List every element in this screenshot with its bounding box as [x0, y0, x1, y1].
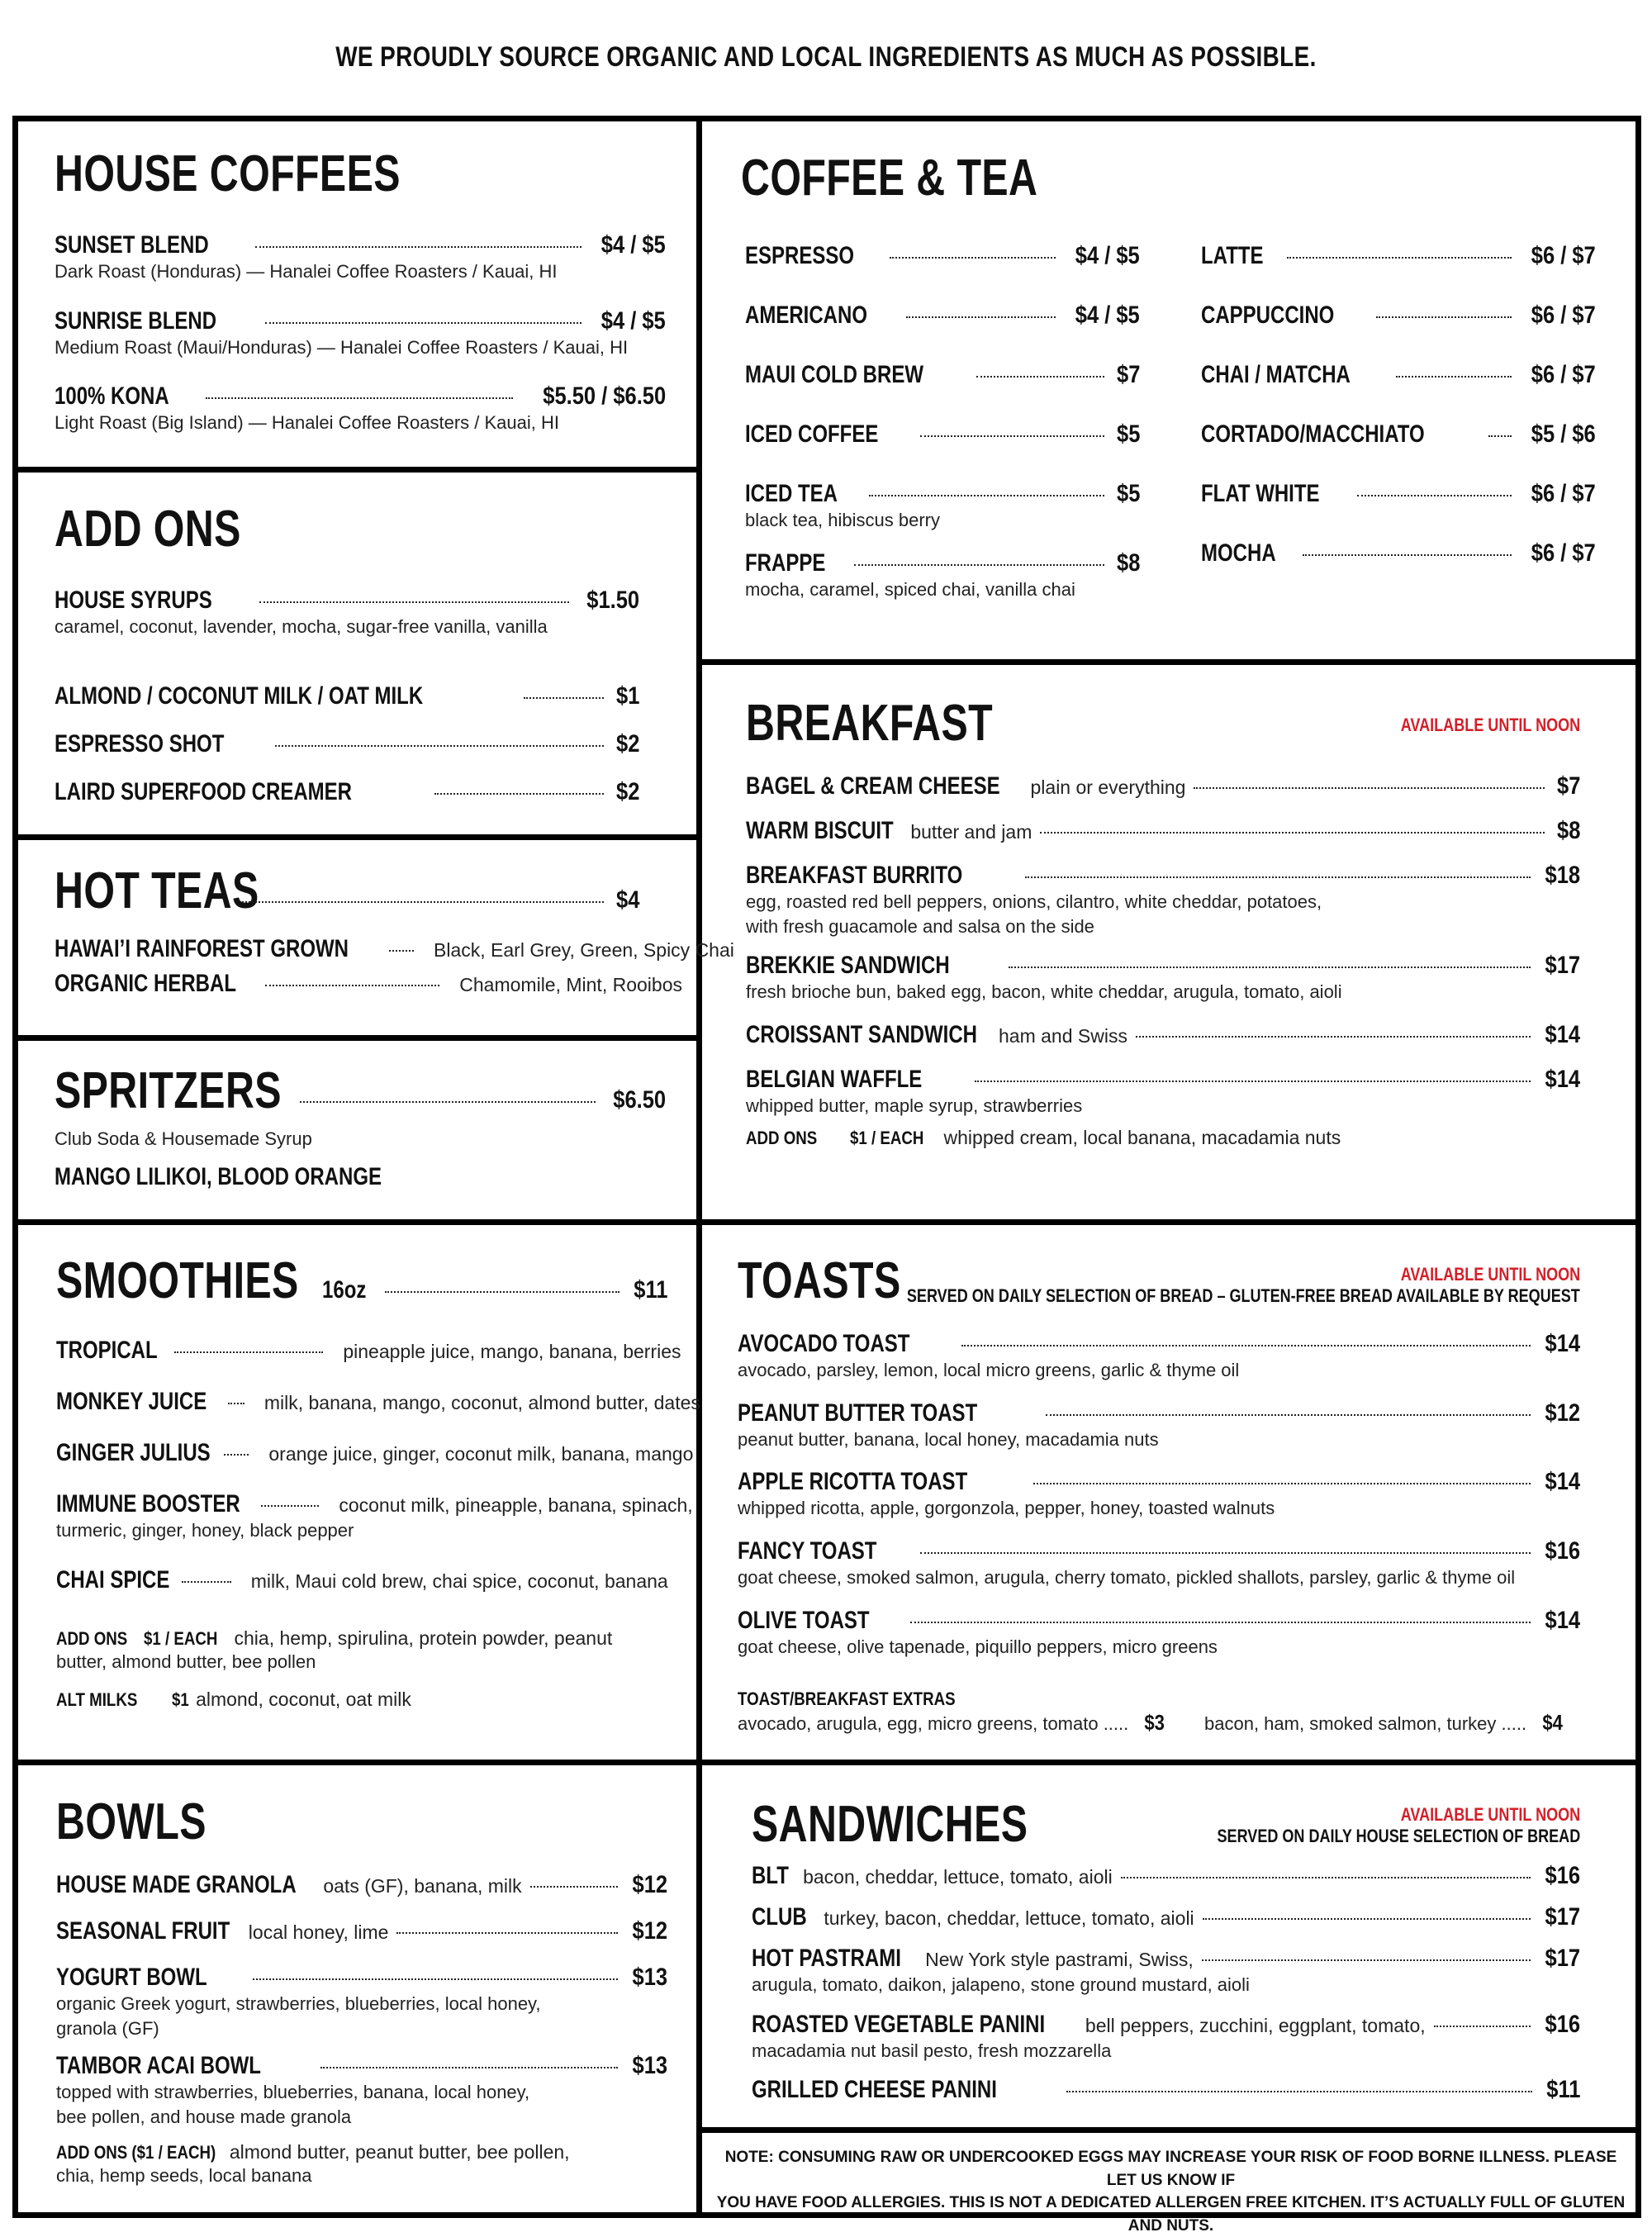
item-description: egg, roasted red bell peppers, onions, cilantro, white cheddar, potatoes,	[746, 891, 1322, 912]
leader-dots	[255, 246, 582, 248]
leader-dots	[1376, 316, 1512, 318]
extras-price: $4	[1541, 1710, 1563, 1736]
menu-item	[1201, 242, 1596, 270]
item-name: BELGIAN WAFFLE	[746, 1066, 923, 1094]
divider-right-2	[696, 1219, 1641, 1225]
alt-milks-label: ALT MILKS	[56, 1689, 138, 1711]
leader-dots	[434, 793, 604, 795]
divider-left-1	[12, 467, 698, 473]
section-title: SMOOTHIES	[56, 1252, 299, 1309]
menu-item	[738, 1537, 1580, 1565]
item-name: ORGANIC HERBAL	[55, 970, 236, 997]
leader-dots	[890, 257, 1056, 259]
leader-dots	[265, 985, 439, 986]
divider-left-3	[12, 1035, 698, 1041]
item-detail: plain or everything	[1030, 777, 1186, 798]
menu-item	[55, 587, 639, 615]
item-name: FLAT WHITE	[1201, 480, 1320, 507]
item-price: $14	[1545, 1066, 1580, 1094]
item-price: $16	[1545, 2010, 1580, 2038]
item-price: $12	[632, 1917, 667, 1945]
item-detail: milk, Maui cold brew, chai spice, coconut, banana	[250, 1570, 668, 1592]
item-name: IMMUNE BOOSTER	[56, 1490, 240, 1517]
breakfast-section	[746, 695, 1580, 1210]
menu-item	[745, 420, 1140, 449]
item-description: whipped butter, maple syrup, strawberries	[746, 1095, 1083, 1117]
item-description: with fresh guacamole and salsa on the side	[746, 915, 1094, 937]
item-name: BAGEL & CREAM CHEESE	[746, 772, 1000, 800]
add-ons-section	[55, 501, 639, 826]
menu-item	[55, 682, 639, 710]
item-name: ESPRESSO	[745, 242, 855, 269]
item-name: LAIRD SUPERFOOD CREAMER	[55, 777, 353, 805]
item-detail: coconut milk, pineapple, banana, spinach,	[339, 1494, 693, 1516]
item-detail: butter and jam	[910, 821, 1032, 843]
smoothie-size: 16oz	[321, 1276, 366, 1304]
item-description: goat cheese, smoked salmon, arugula, cherry tomato, pickled shallots, parsley, garlic & thyme oil	[738, 1567, 1516, 1589]
item-name: HAWAI’I RAINFOREST GROWN	[55, 935, 349, 962]
leader-dots	[206, 397, 512, 399]
leader-dots	[228, 1403, 244, 1404]
note-line-2: YOU HAVE FOOD ALLERGIES. THIS IS NOT A DEDICATED ALLERGEN FREE KITCHEN. IT’S ACTUALLY FULL OF GLUTEN AND NUTS.	[716, 2194, 1626, 2235]
availability-note: AVAILABLE UNTIL NOON	[1400, 1804, 1580, 1825]
item-detail: orange juice, ginger, coconut milk, banana, mango	[268, 1443, 694, 1465]
coffee-tea-left-column	[745, 242, 1140, 601]
item-name: CAPPUCCINO	[1201, 302, 1335, 329]
item-name: MAUI COLD BREW	[745, 361, 923, 388]
item-detail: bacon, cheddar, lettuce, tomato, aioli	[803, 1866, 1113, 1888]
item-name: BLT	[752, 1862, 789, 1889]
item-detail: turkey, bacon, cheddar, lettuce, tomato, aioli	[824, 1907, 1194, 1929]
item-price: $4 / $5	[1075, 242, 1140, 269]
item-name: BREAKFAST BURRITO	[746, 862, 963, 889]
item-price: $12	[1545, 1399, 1580, 1427]
spritzers-section	[55, 1062, 666, 1214]
item-price: $6 / $7	[1531, 242, 1596, 269]
item-detail: Black, Earl Grey, Green, Spicy Chai	[434, 939, 734, 961]
item-name: AMERICANO	[745, 302, 867, 329]
item-price: $14	[1545, 1021, 1580, 1049]
section-title: TOASTS	[738, 1252, 901, 1309]
hot-teas-header	[55, 862, 682, 919]
item-name: OLIVE TOAST	[738, 1606, 870, 1634]
leader-dots	[524, 697, 604, 699]
leader-dots	[1025, 876, 1531, 878]
leader-dots	[253, 1978, 618, 1980]
leader-dots	[910, 1622, 1530, 1623]
divider-right-4	[696, 2127, 1641, 2133]
menu-item	[746, 1021, 1580, 1049]
menu-item	[738, 1468, 1580, 1496]
item-name: HOT PASTRAMI	[752, 1945, 901, 1972]
item-description: avocado, parsley, lemon, local micro greens, garlic & thyme oil	[738, 1360, 1240, 1380]
leader-dots	[920, 1552, 1531, 1554]
menu-item	[752, 1903, 1580, 1931]
leader-dots	[1136, 1036, 1531, 1038]
item-description: organic Greek yogurt, strawberries, blueberries, local honey,	[56, 1993, 541, 2014]
menu-item	[746, 952, 1580, 980]
item-description: goat cheese, olive tapenade, piquillo peppers, micro greens	[738, 1636, 1218, 1657]
menu-item	[752, 2076, 1580, 2104]
item-name: ALMOND / COCONUT MILK / OAT MILK	[55, 682, 424, 710]
item-name: CROISSANT SANDWICH	[746, 1021, 977, 1049]
addons-label: ADD ONS	[56, 1627, 128, 1649]
item-name: ICED COFFEE	[745, 420, 879, 448]
item-name: YOGURT BOWL	[56, 1964, 207, 1991]
section-title: COFFEE & TEA	[741, 150, 1038, 207]
menu-item	[56, 1566, 667, 1594]
item-description: peanut butter, banana, local honey, macadamia nuts	[738, 1428, 1159, 1450]
menu-item	[738, 1607, 1580, 1635]
item-name: ROASTED VEGETABLE PANINI	[752, 2010, 1046, 2038]
item-name: CHAI / MATCHA	[1201, 361, 1351, 388]
item-detail: oats (GF), banana, milk	[323, 1875, 522, 1897]
item-price: $6 / $7	[1531, 539, 1596, 567]
menu-item	[56, 1490, 693, 1518]
item-name: APPLE RICOTTA TOAST	[738, 1468, 968, 1496]
item-price: $6.50	[613, 1086, 666, 1114]
item-description: Light Roast (Big Island) — Hanalei Coffee Roasters / Kauai, HI	[55, 412, 560, 434]
divider-right-1	[696, 659, 1641, 665]
item-name: LATTE	[1201, 242, 1264, 269]
item-description: fresh brioche bun, baked egg, bacon, white cheddar, arugula, tomato, aioli	[746, 981, 1342, 1003]
item-price: $13	[632, 1964, 667, 1991]
menu-item	[1201, 420, 1596, 449]
item-name: SUNSET BLEND	[55, 231, 209, 259]
item-price: $11	[1545, 2076, 1580, 2104]
menu-item	[55, 778, 639, 806]
bowl-addons	[56, 2141, 667, 2163]
leader-dots	[1194, 787, 1544, 789]
note-line-1	[710, 2146, 1631, 2192]
item-price: $4 / $5	[601, 231, 666, 259]
menu-item	[745, 549, 1140, 577]
leader-dots	[1009, 967, 1531, 968]
menu-item	[56, 1917, 667, 1945]
leader-dots	[920, 435, 1104, 437]
menu-item	[745, 302, 1140, 330]
menu-item	[55, 382, 666, 411]
addons-label: ADD ONS	[746, 1127, 818, 1148]
leader-dots	[1287, 257, 1512, 259]
item-price: $4 / $5	[1075, 302, 1140, 329]
item-description: granola (GF)	[56, 2017, 159, 2039]
item-price: $2	[615, 777, 639, 805]
menu-item	[745, 242, 1140, 270]
item-price: $6 / $7	[1531, 302, 1596, 329]
item-name: FANCY TOAST	[738, 1537, 877, 1565]
item-price: $14	[1545, 1606, 1580, 1634]
addons-detail: almond butter, peanut butter, bee pollen,	[229, 2140, 570, 2163]
divider-left-5	[12, 1760, 698, 1765]
leader-dots	[1396, 376, 1512, 378]
item-detail: Chamomile, Mint, Rooibos	[459, 974, 682, 995]
item-description: mocha, caramel, spiced chai, vanilla chai	[745, 578, 1075, 600]
item-price: $11	[633, 1276, 667, 1304]
leader-dots	[1303, 554, 1512, 556]
menu-item	[1201, 361, 1596, 389]
item-price: $7	[1556, 772, 1580, 800]
menu-item	[55, 970, 682, 998]
item-name: CHAI SPICE	[56, 1565, 170, 1593]
item-description: Dark Roast (Honduras) — Hanalei Coffee Roasters / Kauai, HI	[55, 261, 558, 282]
item-description: arugula, tomato, daikon, jalapeno, stone ground mustard, aioli	[752, 1974, 1250, 1995]
item-description: bee pollen, and house made granola	[56, 2106, 352, 2128]
leader-dots	[1033, 1483, 1531, 1484]
leader-dots	[961, 1345, 1531, 1346]
alt-milks-detail: almond, coconut, oat milk	[196, 1688, 411, 1711]
item-name: AVOCADO TOAST	[738, 1330, 910, 1357]
sandwiches-subtitle: SERVED ON DAILY HOUSE SELECTION OF BREAD	[1217, 1826, 1580, 1846]
section-title: BOWLS	[56, 1793, 206, 1850]
smoothie-alt-milks	[56, 1688, 667, 1711]
item-price: $5	[1116, 420, 1140, 448]
leader-dots	[1121, 1877, 1531, 1878]
item-name: HOUSE SYRUPS	[55, 587, 212, 614]
extras-label: TOAST/BREAKFAST EXTRAS	[738, 1688, 956, 1710]
addons-label: ADD ONS ($1 / EACH)	[56, 2141, 216, 2163]
leader-dots	[906, 316, 1056, 318]
menu-item	[56, 1871, 667, 1899]
item-price: $4 / $5	[601, 306, 666, 335]
divider-left-4	[12, 1219, 698, 1225]
section-title: ADD ONS	[55, 501, 241, 558]
leader-dots	[1203, 1918, 1531, 1920]
item-price: $6 / $7	[1531, 480, 1596, 507]
column-divider	[696, 116, 702, 2218]
leader-dots	[259, 601, 569, 603]
item-description: caramel, coconut, lavender, mocha, sugar-free vanilla, vanilla	[55, 616, 548, 637]
extras-row	[738, 1710, 1580, 1735]
hot-teas-section	[55, 862, 734, 1031]
menu-item	[1201, 302, 1596, 330]
item-detail: pineapple juice, mango, banana, berries	[343, 1341, 681, 1362]
availability-note: AVAILABLE UNTIL NOON	[1400, 715, 1580, 735]
menu-item	[738, 1399, 1580, 1427]
item-name: GRILLED CHEESE PANINI	[752, 2076, 997, 2104]
item-price: $17	[1545, 1945, 1580, 1972]
coffee-tea-right-column	[1201, 242, 1596, 568]
item-price: $17	[1545, 952, 1580, 980]
item-name: MONKEY JUICE	[56, 1388, 207, 1415]
item-price: $14	[1545, 1468, 1580, 1496]
item-price: $7	[1116, 361, 1140, 388]
item-name: TROPICAL	[56, 1337, 158, 1364]
leader-dots	[1488, 435, 1512, 437]
menu-item	[56, 1964, 667, 1992]
menu-item	[55, 935, 734, 963]
leader-dots	[261, 1505, 319, 1507]
note-text: CONSUMING RAW OR UNDERCOOKED EGGS MAY INCREASE YOUR RISK OF FOOD BORNE ILLNESS. PLEASE LET US KNOW IF	[778, 2149, 1617, 2189]
item-price: $2	[615, 729, 639, 758]
menu-item	[752, 1945, 1580, 1973]
menu-item	[56, 1388, 700, 1416]
item-name: SUNRISE BLEND	[55, 306, 217, 335]
menu-item	[745, 361, 1140, 389]
leader-dots	[1066, 2091, 1531, 2092]
addons-detail-continued: chia, hemp seeds, local banana	[56, 2164, 312, 2186]
item-price: $8	[1556, 817, 1580, 844]
item-price: $8	[1116, 549, 1140, 577]
leader-dots	[224, 1454, 249, 1456]
item-price: $4	[615, 886, 639, 914]
item-price: $12	[632, 1871, 667, 1898]
spritzers-description: Club Soda & Housemade Syrup	[55, 1128, 312, 1149]
alt-milks-price: $1	[172, 1689, 189, 1711]
menu-item	[746, 862, 1580, 890]
menu-item	[738, 1330, 1580, 1358]
item-detail: local honey, lime	[248, 1921, 389, 1943]
item-name: ICED TEA	[745, 480, 838, 507]
item-price: $5 / $6	[1531, 420, 1596, 448]
item-price: $16	[1545, 1862, 1580, 1889]
leader-dots	[1046, 1414, 1531, 1416]
availability-note: AVAILABLE UNTIL NOON	[1400, 1264, 1580, 1285]
item-description: topped with strawberries, blueberries, banana, local honey,	[56, 2082, 530, 2103]
item-name: ESPRESSO SHOT	[55, 729, 225, 758]
divider-right-3	[696, 1760, 1641, 1765]
menu-item	[55, 231, 666, 259]
menu-item	[746, 772, 1580, 800]
section-title: SANDWICHES	[752, 1796, 1028, 1853]
item-description: Medium Roast (Maui/Honduras) — Hanalei Coffee Roasters / Kauai, HI	[55, 336, 629, 358]
item-price: $6 / $7	[1531, 361, 1596, 388]
menu-item	[55, 307, 666, 335]
smoothies-header	[56, 1252, 667, 1309]
item-price: $16	[1545, 1537, 1580, 1565]
leader-dots	[265, 322, 582, 324]
section-title: SPRITZERS	[55, 1062, 282, 1119]
item-name: CORTADO/MACCHIATO	[1201, 420, 1425, 448]
note-label: NOTE:	[724, 2149, 774, 2166]
divider-left-2	[12, 834, 698, 840]
leader-dots	[242, 901, 603, 903]
leader-dots	[975, 1081, 1531, 1082]
extras-detail: avocado, arugula, egg, micro greens, tomato .....	[738, 1713, 1129, 1735]
leader-dots	[1434, 2026, 1531, 2027]
leader-dots	[385, 1291, 619, 1293]
leader-dots	[396, 1932, 618, 1934]
item-description: whipped ricotta, apple, gorgonzola, pepper, honey, toasted walnuts	[738, 1498, 1275, 1519]
addons-detail-continued: butter, almond butter, bee pollen	[56, 1650, 316, 1672]
leader-dots	[530, 1886, 618, 1888]
addons-price: $1 / EACH	[143, 1627, 218, 1649]
leader-dots	[320, 2067, 618, 2068]
toasts-section	[738, 1252, 1580, 1751]
item-price: $1.50	[586, 587, 639, 614]
item-description: turmeric, ginger, honey, black pepper	[56, 1520, 354, 1541]
item-description: macadamia nut basil pesto, fresh mozzarella	[752, 2040, 1112, 2061]
item-detail: New York style pastrami, Swiss,	[925, 1949, 1194, 1970]
menu-item	[55, 730, 639, 758]
toasts-subtitle: SERVED ON DAILY SELECTION OF BREAD – GLUTEN-FREE BREAD AVAILABLE BY REQUEST	[907, 1285, 1580, 1306]
spritzer-flavors: MANGO LILIKOI, BLOOD ORANGE	[55, 1162, 382, 1190]
item-price: $1	[615, 682, 639, 710]
extras-price: $3	[1144, 1710, 1165, 1736]
menu-item	[56, 2052, 667, 2080]
item-name: GINGER JULIUS	[56, 1439, 211, 1466]
leader-dots	[389, 950, 414, 952]
item-price: $5.50 / $6.50	[543, 382, 666, 411]
breakfast-addons	[746, 1127, 1580, 1149]
item-name: SEASONAL FRUIT	[56, 1917, 230, 1945]
leader-dots	[1202, 1959, 1531, 1961]
item-price: $13	[632, 2052, 667, 2080]
allergy-note	[710, 2146, 1631, 2235]
banner-text: WE PROUDLY SOURCE ORGANIC AND LOCAL INGREDIENTS AS MUCH AS POSSIBLE.	[335, 41, 1317, 73]
item-name: BREKKIE SANDWICH	[746, 952, 950, 980]
section-title: BREAKFAST	[746, 695, 994, 752]
item-price: $18	[1545, 862, 1580, 889]
addons-detail: chia, hemp, spirulina, protein powder, peanut	[234, 1627, 613, 1649]
menu-item	[1201, 539, 1596, 568]
item-detail: ham and Swiss	[999, 1025, 1127, 1047]
addons-price: $1 / EACH	[849, 1127, 924, 1148]
smoothies-section	[56, 1252, 700, 1751]
leader-dots	[1040, 832, 1544, 834]
coffee-tea-section	[741, 150, 1608, 648]
item-description: black tea, hibiscus berry	[745, 510, 940, 530]
section-title: HOT TEAS	[55, 862, 259, 919]
item-price: $14	[1545, 1330, 1580, 1357]
item-name: FRAPPE	[745, 549, 826, 577]
leader-dots	[300, 1101, 595, 1103]
sandwiches-section	[752, 1796, 1580, 2121]
item-name: HOUSE MADE GRANOLA	[56, 1871, 297, 1898]
leader-dots	[174, 1351, 323, 1353]
bowls-section	[56, 1793, 667, 2210]
item-name: TAMBOR ACAI BOWL	[56, 2052, 261, 2080]
extras-detail: bacon, ham, smoked salmon, turkey .....	[1204, 1713, 1527, 1735]
menu-item	[56, 1337, 681, 1365]
smoothie-addons	[56, 1627, 667, 1650]
item-name: 100% KONA	[55, 382, 169, 411]
leader-dots	[1357, 495, 1512, 496]
menu-item	[1201, 480, 1596, 508]
menu-item	[746, 817, 1580, 845]
menu-item	[752, 1862, 1580, 1890]
menu-item	[746, 1066, 1580, 1094]
leader-dots	[976, 376, 1104, 378]
item-price: $5	[1116, 480, 1140, 507]
leader-dots	[275, 745, 604, 747]
leader-dots	[869, 495, 1104, 496]
leader-dots	[854, 564, 1104, 566]
house-coffees-section	[55, 145, 666, 454]
section-title: HOUSE COFFEES	[55, 145, 401, 202]
item-name: MOCHA	[1201, 539, 1276, 567]
item-detail: milk, banana, mango, coconut, almond butter, dates	[263, 1392, 700, 1413]
menu-item	[56, 1439, 694, 1467]
addons-detail: whipped cream, local banana, macadamia nuts	[943, 1126, 1341, 1148]
leader-dots	[182, 1581, 231, 1583]
menu-item	[752, 2011, 1580, 2039]
item-name: WARM BISCUIT	[746, 817, 894, 844]
item-price: $17	[1545, 1903, 1580, 1931]
menu-item	[745, 480, 1140, 508]
item-name: CLUB	[752, 1903, 807, 1931]
item-detail: bell peppers, zucchini, eggplant, tomato,	[1085, 2014, 1426, 2036]
item-name: PEANUT BUTTER TOAST	[738, 1399, 978, 1427]
spritzers-header	[55, 1062, 666, 1119]
